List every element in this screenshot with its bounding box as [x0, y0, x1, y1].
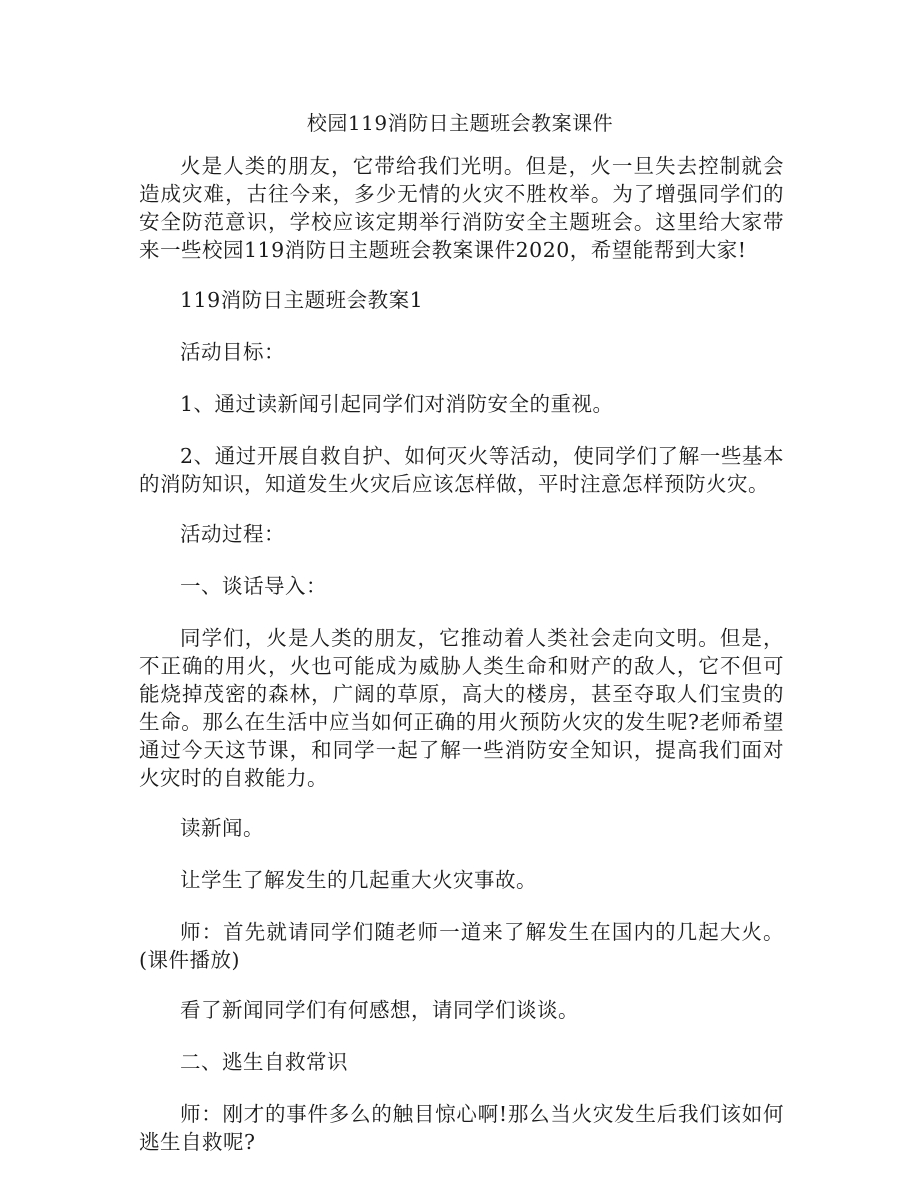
- part-two-heading: 二、逃生自救常识: [180, 1050, 348, 1074]
- section-heading-lesson-1: 119消防日主题班会教案1: [180, 288, 424, 312]
- read-news-line: 读新闻。: [180, 816, 264, 840]
- teacher-news-paragraph: 师：首先就请同学们随老师一道来了解发生在国内的几起大火。(课件播放): [139, 920, 784, 972]
- goal-item-2: 2、通过开展自救自护、如何灭火等活动，使同学们了解一些基本的消防知识，知道发生火灾后应该怎样做，平时注意怎样预防火灾。: [139, 444, 784, 496]
- activity-process-heading: 活动过程：: [180, 522, 285, 546]
- teacher-escape-paragraph: 师：刚才的事件多么的触目惊心啊!那么当火灾发生后我们该如何逃生自救呢?: [139, 1102, 784, 1154]
- intro-paragraph: 火是人类的朋友，它带给我们光明。但是，火一旦失去控制就会造成灾难，古往今来，多少无情的火灾不胜枚举。为了增强同学们的安全防范意识，学校应该定期举行消防安全主题班会。这里给大家带来一些校园119消防日主题班会教案课件2020，希望能帮到大家!: [139, 154, 784, 262]
- document-title: 校园119消防日主题班会教案课件: [306, 111, 614, 135]
- news-purpose-line: 让学生了解发生的几起重大火灾事故。: [180, 868, 537, 892]
- discussion-line: 看了新闻同学们有何感想，请同学们谈谈。: [180, 998, 579, 1022]
- intro-talk-paragraph: 同学们，火是人类的朋友，它推动着人类社会走向文明。但是，不正确的用火，火也可能成为威胁人类生命和财产的敌人，它不但可能烧掉茂密的森林，广阔的草原，高大的楼房，甚至夺取人们宝贵的生命。那么在生活中应当如何正确的用火预防火灾的发生呢?老师希望通过今天这节课，和同学一起了解一些消防安全知识，提高我们面对火灾时的自救能力。: [139, 626, 784, 790]
- document-body: [139, 152, 784, 1178]
- activity-goals-heading: 活动目标：: [180, 340, 285, 364]
- part-one-heading: 一、谈话导入：: [180, 574, 327, 598]
- goal-item-1: 1、通过读新闻引起同学们对消防安全的重视。: [180, 392, 614, 416]
